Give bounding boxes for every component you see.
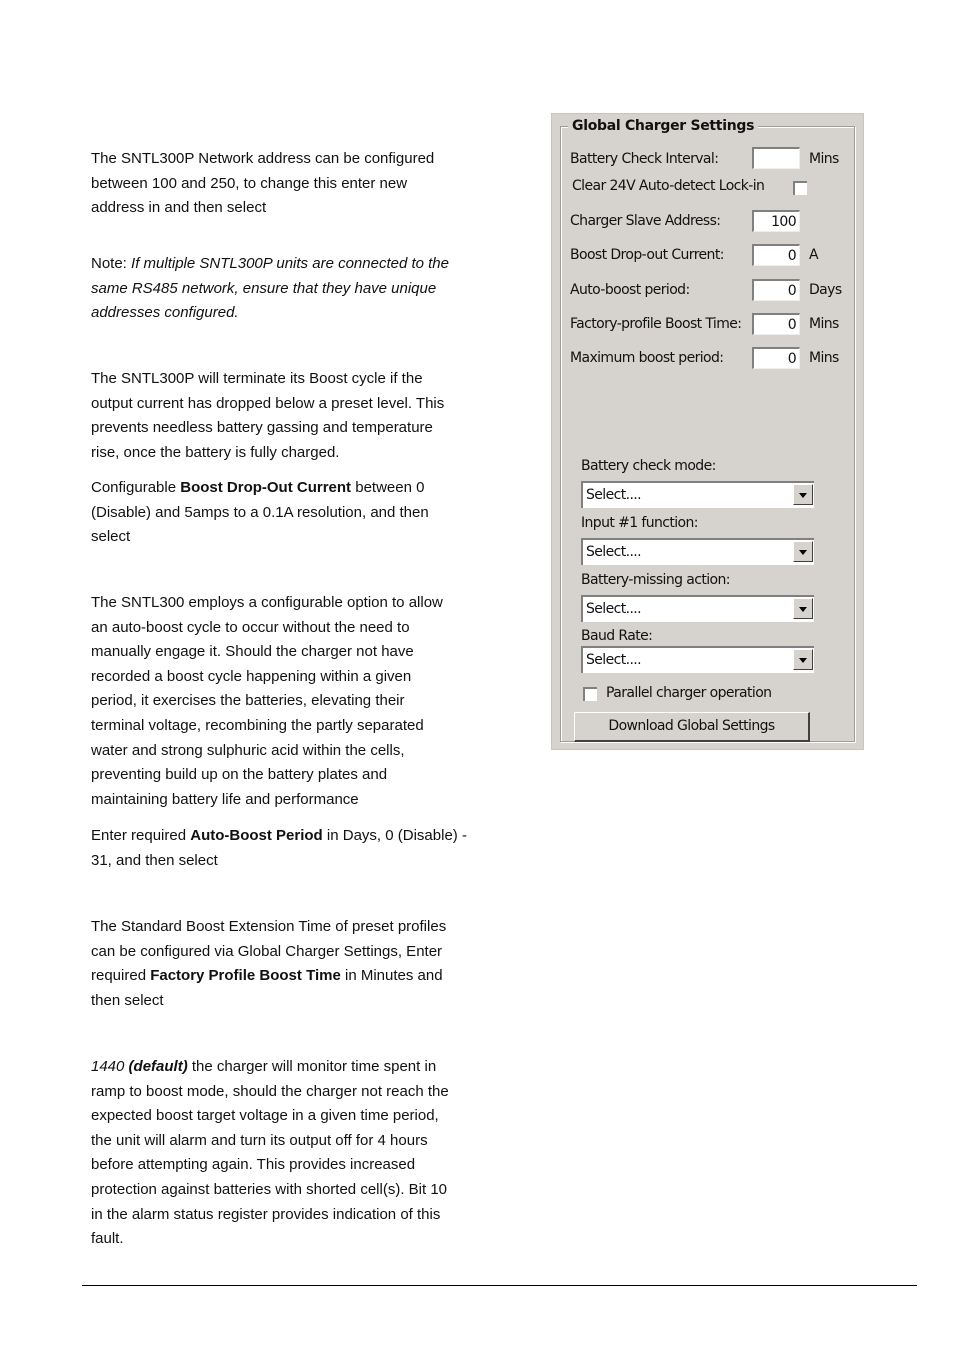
parallel-charger-label: Parallel charger operation — [606, 685, 772, 701]
text-segment: Configurable — [91, 479, 181, 496]
text-segment: then select — [91, 991, 164, 1009]
chevron-down-icon[interactable] — [793, 484, 813, 505]
text-segment: required — [91, 967, 151, 985]
paragraph — [91, 591, 491, 812]
text-line — [91, 763, 491, 788]
factory-boost-unit: Mins — [809, 316, 839, 332]
chevron-down-icon[interactable] — [793, 649, 813, 670]
text-line — [91, 476, 491, 501]
text-line — [91, 1055, 491, 1080]
text-line — [91, 367, 491, 392]
panel-title: Global Charger Settings — [568, 118, 758, 134]
text-segment: manually engage it. Should the charger not have — [91, 643, 414, 661]
text-segment: ramp to boost mode, should the charger not reach the — [91, 1082, 449, 1100]
text-line — [91, 665, 491, 690]
text-segment: between 100 and 250, to change this enter new — [91, 174, 408, 192]
text-line — [91, 1203, 491, 1228]
text-line — [91, 1080, 491, 1105]
text-segment: Enter required — [91, 827, 191, 844]
text-line — [91, 788, 491, 813]
clear-24v-checkbox[interactable] — [793, 181, 807, 195]
text-line — [91, 689, 491, 714]
text-line — [91, 824, 491, 849]
auto-boost-input[interactable]: 0 — [752, 279, 800, 301]
text-segment: 31, and then select — [91, 851, 218, 869]
text-segment: maintaining battery life and performance — [91, 790, 359, 808]
baud-rate-value: Select.... — [586, 652, 641, 668]
text-segment: fault. — [91, 1230, 124, 1248]
text-segment: The SNTL300P will terminate its Boost cycle if the — [91, 370, 423, 387]
text-segment: between 0 — [351, 479, 425, 496]
text-line — [91, 525, 491, 550]
auto-boost-label: Auto-boost period: — [570, 282, 690, 298]
text-line — [91, 392, 491, 417]
parallel-charger-checkbox[interactable] — [583, 687, 597, 701]
slave-address-input[interactable]: 100 — [752, 210, 800, 232]
text-segment: expected boost target voltage in a given time period, — [91, 1107, 439, 1125]
text-segment: in Days, 0 (Disable) - — [322, 827, 467, 844]
text-line — [91, 1178, 491, 1203]
text-line — [91, 849, 491, 874]
battery-check-interval-unit: Mins — [809, 151, 839, 167]
text-line — [91, 940, 491, 965]
text-segment: terminal voltage, recombining the partly separated — [91, 716, 424, 734]
text-segment: can be configured via Global Charger Settings, Enter — [91, 942, 443, 960]
text-segment: period, it exercises the batteries, elevating their — [91, 692, 405, 710]
paragraph — [91, 1055, 491, 1252]
text-segment: (Disable) and 5amps to a 0.1A resolution, and then — [91, 503, 429, 521]
clear-24v-label: Clear 24V Auto-detect Lock-in — [572, 178, 765, 194]
text-line — [91, 616, 491, 641]
text-segment: Boost Drop-Out Current — [180, 479, 352, 496]
text-segment: before attempting again. This provides increased — [91, 1156, 416, 1174]
text-line — [91, 1227, 491, 1252]
battery-check-interval-input[interactable] — [752, 147, 800, 169]
chevron-down-icon[interactable] — [793, 598, 813, 619]
max-boost-label: Maximum boost period: — [570, 350, 724, 366]
text-line — [91, 1104, 491, 1129]
footer-rule — [82, 1285, 917, 1286]
max-boost-unit: Mins — [809, 350, 839, 366]
text-segment: select — [91, 528, 131, 546]
paragraph — [91, 252, 491, 326]
download-global-settings-button[interactable]: Download Global Settings — [574, 712, 810, 742]
slave-address-label: Charger Slave Address: — [570, 213, 721, 229]
text-line — [91, 172, 491, 197]
paragraph — [91, 367, 491, 465]
text-segment: rise, once the battery is fully charged. — [91, 443, 340, 461]
text-line — [91, 301, 491, 326]
battery-check-mode-select[interactable] — [581, 481, 814, 508]
text-segment: recorded a boost cycle happening within a given — [91, 667, 412, 685]
text-segment: Note: — [91, 255, 132, 272]
paragraph — [91, 824, 491, 873]
text-line — [91, 416, 491, 441]
text-segment: The SNTL300P Network address can be configured — [91, 150, 435, 167]
max-boost-input[interactable]: 0 — [752, 347, 800, 369]
text-line — [91, 196, 491, 221]
boost-dropout-unit: A — [809, 247, 818, 263]
boost-dropout-label: Boost Drop-out Current: — [570, 247, 724, 263]
text-segment: Auto-Boost Period — [190, 827, 323, 844]
chevron-down-icon[interactable] — [793, 541, 813, 562]
text-line — [91, 989, 491, 1014]
text-line — [91, 739, 491, 764]
battery-missing-value: Select.... — [586, 601, 641, 617]
input1-function-value: Select.... — [586, 544, 641, 560]
text-segment: protection against batteries with shorted cell(s). Bit 10 — [91, 1180, 448, 1198]
baud-rate-label: Baud Rate: — [581, 628, 653, 644]
text-line — [91, 252, 491, 277]
battery-check-mode-label: Battery check mode: — [581, 458, 716, 474]
input1-function-label: Input #1 function: — [581, 515, 698, 531]
baud-rate-select[interactable] — [581, 646, 814, 673]
text-segment: Factory Profile Boost Time — [150, 967, 341, 985]
text-segment: the charger will monitor time spent in — [187, 1058, 437, 1075]
text-segment: in Minutes and — [340, 967, 443, 985]
factory-boost-input[interactable]: 0 — [752, 313, 800, 335]
text-segment: prevents needless battery gassing and temperature — [91, 419, 433, 437]
text-segment: The Standard Boost Extension Time of preset profiles — [91, 918, 447, 935]
text-segment: water and strong sulphuric acid within the cells, — [91, 741, 405, 759]
text-line — [91, 147, 491, 172]
text-segment: the unit will alarm and turn its output off for 4 hours — [91, 1131, 428, 1149]
boost-dropout-input[interactable]: 0 — [752, 244, 800, 266]
factory-boost-label: Factory-profile Boost Time: — [570, 316, 742, 332]
text-line — [91, 964, 491, 989]
text-segment: output current has dropped below a preset level. This — [91, 394, 445, 412]
text-segment: an auto-boost cycle to occur without the need to — [91, 618, 410, 636]
text-segment: If multiple SNTL300P units are connected to the — [131, 255, 449, 272]
text-segment: in the alarm status register provides indication of this — [91, 1205, 441, 1223]
text-segment: addresses configured. — [91, 304, 239, 322]
paragraph — [91, 476, 491, 550]
text-line — [91, 277, 491, 302]
text-line — [91, 714, 491, 739]
text-line — [91, 915, 491, 940]
battery-missing-select[interactable] — [581, 595, 814, 622]
auto-boost-unit: Days — [809, 282, 842, 298]
battery-check-interval-label: Battery Check Interval: — [570, 151, 719, 167]
text-line — [91, 501, 491, 526]
text-segment: 1440 — [91, 1058, 129, 1075]
text-line — [91, 1129, 491, 1154]
text-segment: same RS485 network, ensure that they have unique — [91, 279, 437, 297]
battery-missing-label: Battery-missing action: — [581, 572, 730, 588]
input1-function-select[interactable] — [581, 538, 814, 565]
battery-check-mode-value: Select.... — [586, 487, 641, 503]
text-line — [91, 640, 491, 665]
text-segment: The SNTL300 employs a configurable option to allow — [91, 594, 443, 611]
text-segment: preventing build up on the battery plates and — [91, 766, 388, 784]
global-charger-settings-panel — [551, 113, 864, 750]
text-segment: (default) — [128, 1058, 188, 1075]
text-segment: address in and then select — [91, 199, 267, 217]
text-line — [91, 591, 491, 616]
text-line — [91, 441, 491, 466]
paragraph — [91, 147, 491, 221]
text-line — [91, 1153, 491, 1178]
paragraph — [91, 915, 491, 1013]
